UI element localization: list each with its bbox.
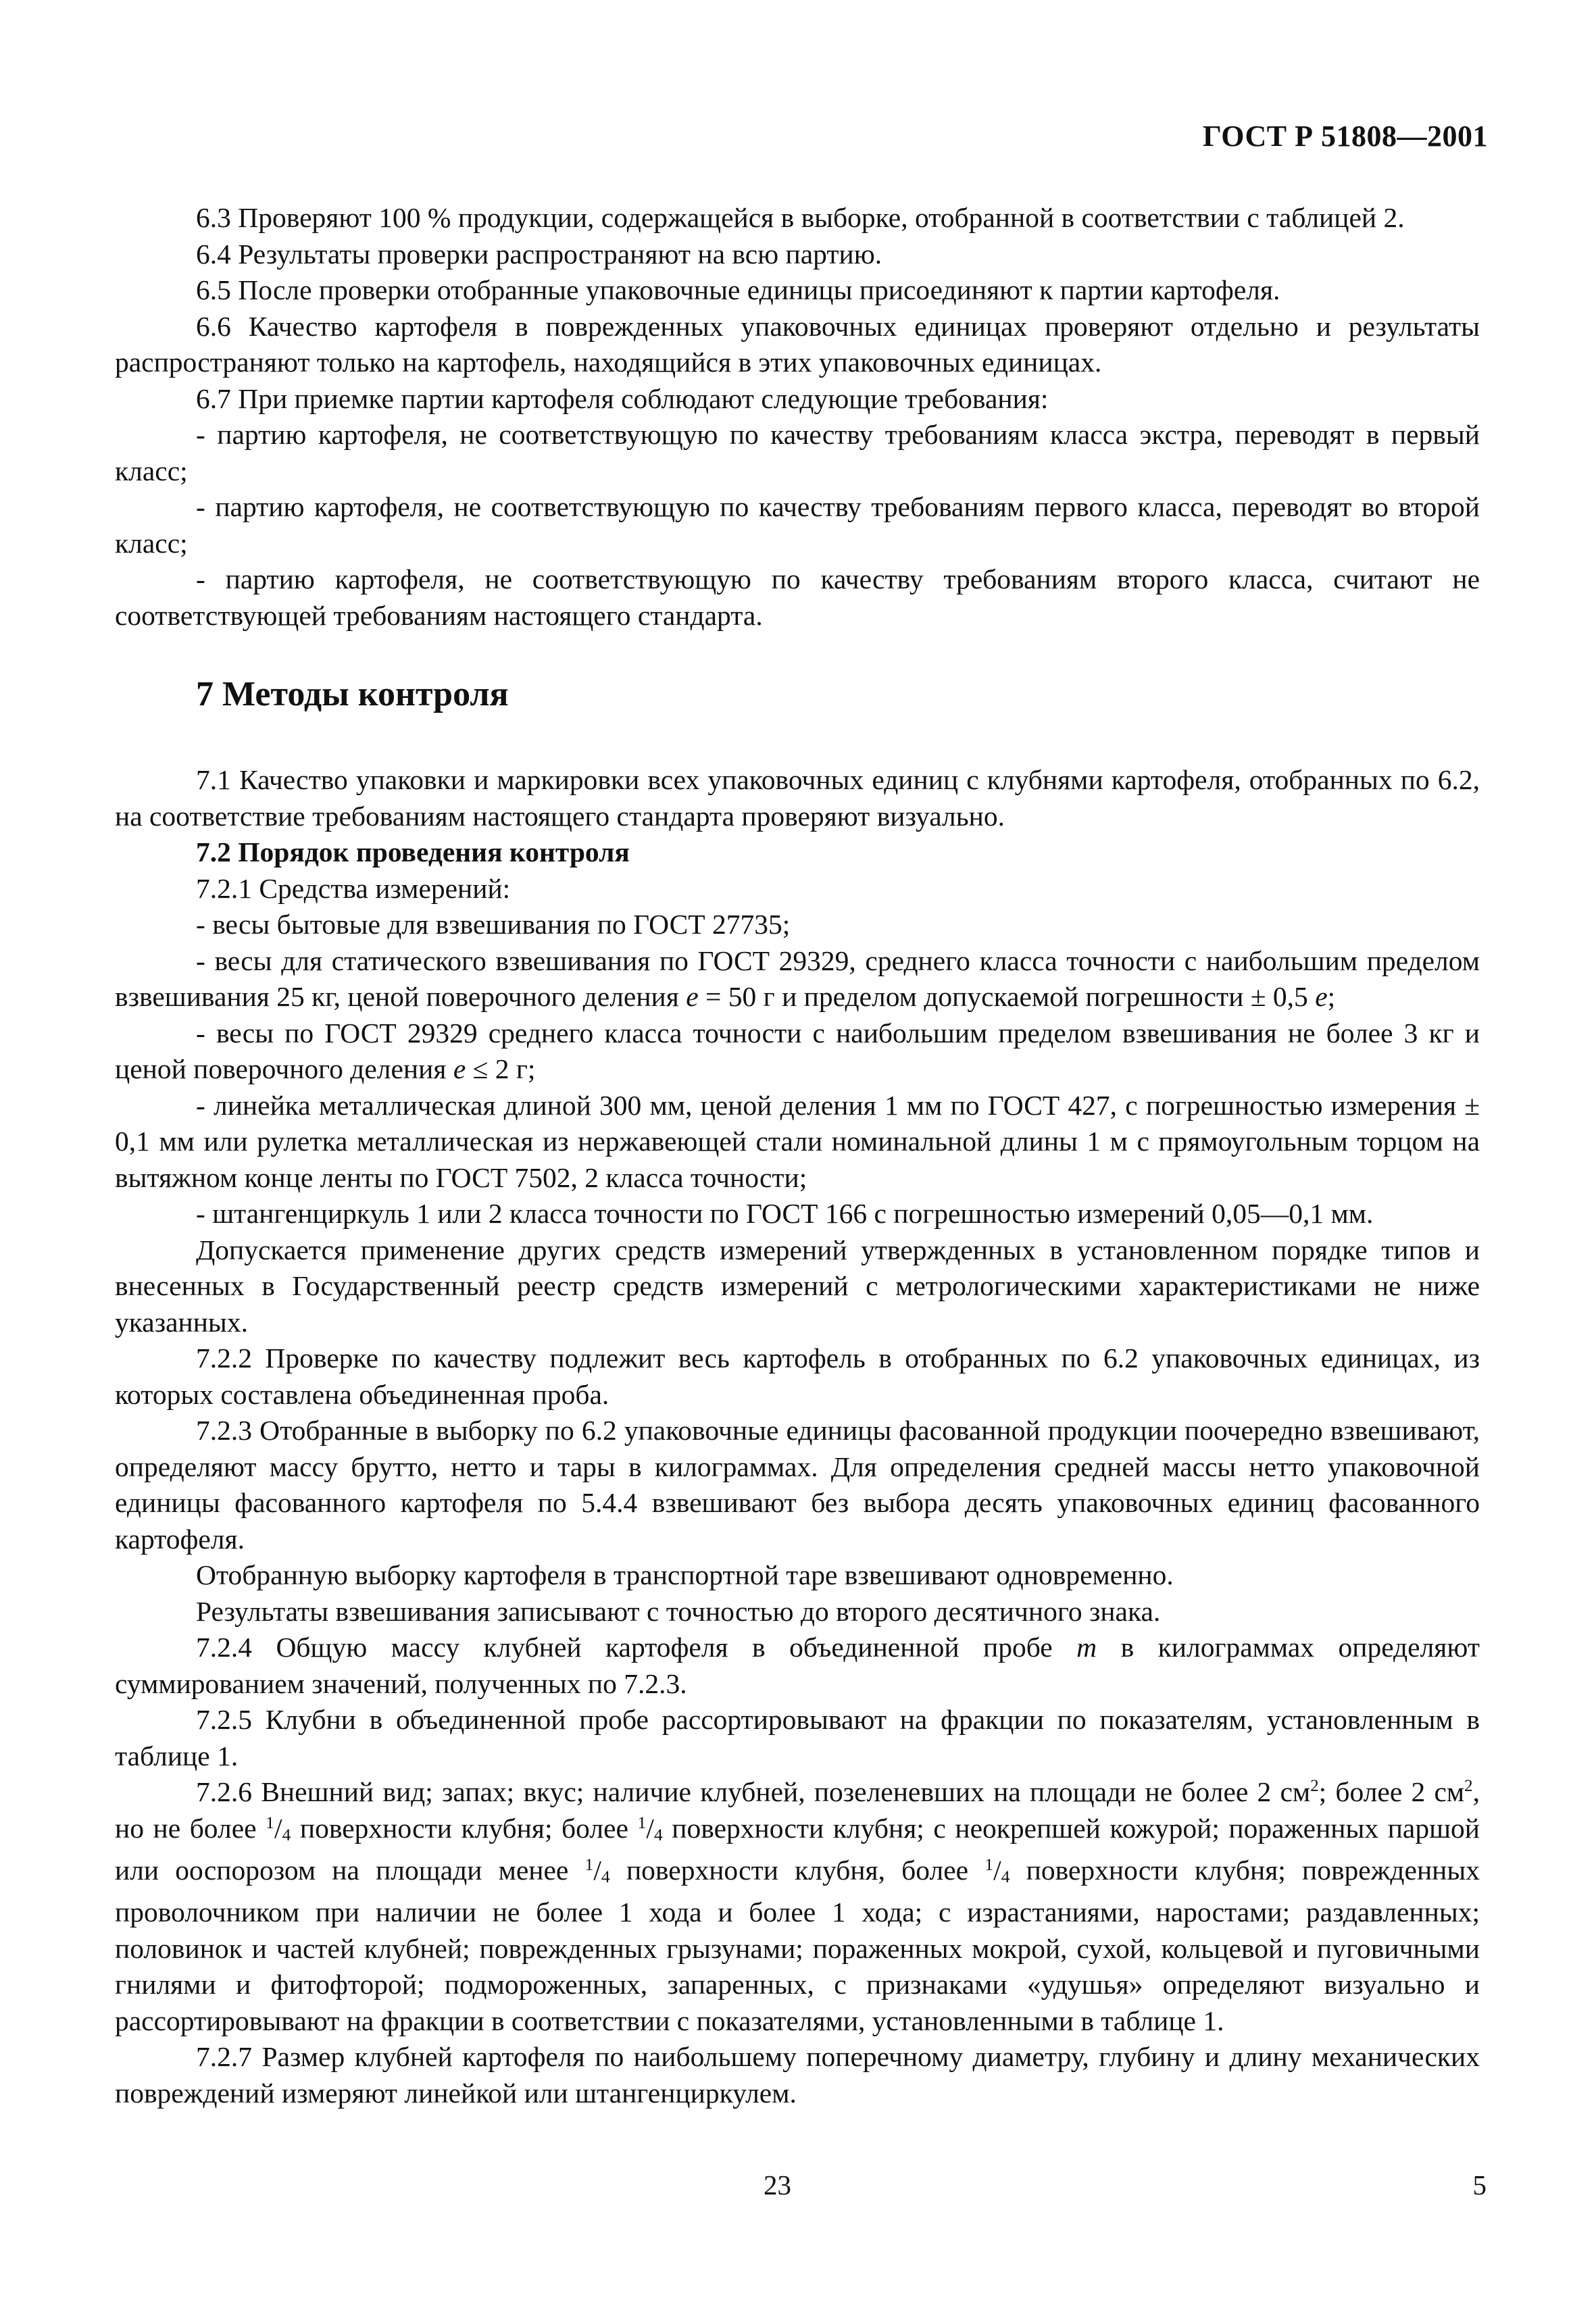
list-item: - штангенциркуль 1 или 2 класса точности по ГОСТ 166 с погрешностью измерений 0,05—0,1 мм.: [196, 1198, 1374, 1229]
fraction: $^1/_4$: [266, 1812, 291, 1844]
paragraph: [115, 1630, 1480, 1702]
symbol-m: m: [1076, 1632, 1097, 1663]
list-item: - партию картофеля, не соответствующую по качеству требованиям класса экстра, переводят в первый класс;: [115, 419, 1480, 486]
text-run: поверхности клубня, более: [609, 1854, 985, 1886]
text-run: поверхности клубня; поврежденных проволочником при наличии не более 1 хода и более 1 хода; с израстаниями, наростами; раздавленных; половинок и частей клубней; поврежденных грызунами; пораженных мокрой, сухой, кольцевой и пуговичными гнилями и фитофторой; подмороженных, запаренных, с признаками «удушья» определяют визуально и рассортировывают на фракции в соответствии с показателями, установленными в таблице 1.: [115, 1854, 1480, 2036]
text-run: - весы по ГОСТ 29329 среднего класса точности с наибольшим пределом взвешивания не более 3 кг и ценой поверочного деления: [115, 1017, 1480, 1084]
paragraph: 6.3 Проверяют 100 % продукции, содержащейся в выборке, отобранной в соответствии с таблицей 2.: [196, 202, 1405, 233]
paragraph: Результаты взвешивания записывают с точностью до второго десятичного знака.: [196, 1595, 1161, 1627]
paragraph: 7.1 Качество упаковки и маркировки всех упаковочных единиц с клубнями картофеля, отобранных по 6.2, на соответствие требованиям настоящего стандарта проверяют визуально.: [115, 764, 1480, 832]
subsection-heading: 7.2 Порядок проведения контроля: [196, 836, 630, 867]
paragraph: 6.7 При приемке партии картофеля соблюдают следующие требования:: [196, 382, 1049, 414]
text-run: ;: [1327, 981, 1336, 1012]
text-run: 7.2.4 Общую массу клубней картофеля в объединенной пробе: [196, 1632, 1077, 1663]
paragraph: 6.4 Результаты проверки распространяют на всю партию.: [196, 238, 882, 270]
list-item: [115, 1015, 1480, 1088]
text-run: 7.2.6 Внешний вид; запах; вкус; наличие клубней, позеленевших на площади не более 2 см: [196, 1776, 1311, 1807]
page-number-right: 5: [1472, 2169, 1487, 2200]
list-item: - линейка металлическая длиной 300 мм, ценой деления 1 мм по ГОСТ 427, с погрешностью измерения ± 0,1 мм или рулетка металлическая из нержавеющей стали номинальной длины 1 м с прямоугольным торцом на вытяжном конце ленты по ГОСТ 7502, 2 класса точности;: [115, 1089, 1480, 1193]
paragraph: [115, 1774, 1480, 2039]
text-run: поверхности клубня; более: [291, 1812, 638, 1844]
text-run: , но не более: [115, 1776, 1480, 1844]
superscript: 2: [1310, 1777, 1319, 1796]
symbol-e: e: [686, 981, 699, 1012]
paragraph: 6.6 Качество картофеля в поврежденных упаковочных единицах проверяют отдельно и результаты распространяют только на картофель, находящийся в этих упаковочных единицах.: [115, 310, 1480, 378]
list-item: - весы бытовые для взвешивания по ГОСТ 27735;: [196, 909, 791, 940]
paragraph: 7.2.3 Отобранные в выборку по 6.2 упаковочные единицы фасованной продукции поочередно взвешивают, определяют массу брутто, нетто и тары в килограммах. Для определения средней массы нетто упаковочной единицы фасованного картофеля по 5.4.4 взвешивают без выбора десять упаковочных единиц фасованного картофеля.: [115, 1415, 1480, 1555]
list-item: [115, 943, 1480, 1015]
text-run: поверхности клубня; с неокрепшей кожурой; пораженных паршой или ооспорозом на площади менее: [115, 1812, 1480, 1886]
document-code: ГОСТ Р 51808—2001: [1202, 120, 1488, 153]
paragraph: 7.2.7 Размер клубней картофеля по наибольшему поперечному диаметру, глубину и длину механических повреждений измеряют линейкой или штангенциркулем.: [115, 2041, 1480, 2109]
paragraph: 7.2.1 Средства измерений:: [196, 872, 511, 904]
text-run: = 50 г и пределом допускаемой погрешности ± 0,5: [698, 981, 1316, 1012]
paragraph: 6.5 После проверки отобранные упаковочные единицы присоединяют к партии картофеля.: [196, 274, 1280, 305]
document-body: [115, 200, 1480, 2111]
fraction: $^1/_4$: [984, 1854, 1010, 1886]
fraction: $^1/_4$: [584, 1854, 610, 1886]
section-title: 7 Методы контроля: [196, 675, 509, 713]
paragraph: Отобранную выборку картофеля в транспортной таре взвешивают одновременно.: [196, 1559, 1174, 1590]
text-run: - весы для статического взвешивания по ГОСТ 29329, среднего класса точности с наибольшим пределом взвешивания 25 кг, ценой поверочного деления: [115, 945, 1480, 1012]
symbol-e: e: [1315, 981, 1328, 1012]
paragraph: 7.2.2 Проверке по качеству подлежит весь картофель в отобранных по 6.2 упаковочных единицах, из которых составлена объединенная проба.: [115, 1342, 1480, 1410]
symbol-e: e: [453, 1053, 466, 1084]
fraction: $^1/_4$: [637, 1812, 663, 1844]
text-run: в килограммах определяют суммированием значений, полученных по 7.2.3.: [115, 1632, 1480, 1699]
list-item: - партию картофеля, не соответствующую по качеству требованиям второго класса, считают не соответствующей требованиям настоящего стандарта.: [115, 563, 1480, 631]
text-run: ; более 2 см: [1318, 1776, 1465, 1807]
paragraph: 7.2.5 Клубни в объединенной пробе рассортировывают на фракции по показателям, установленным в таблице 1.: [115, 1704, 1480, 1771]
paragraph: Допускается применение других средств измерений утвержденных в установленном порядке типов и внесенных в Государственный реестр средств измерений с метрологическими характеристиками не ниже указанных.: [115, 1234, 1480, 1338]
text-run: ≤ 2 г;: [466, 1053, 536, 1084]
superscript: 2: [1464, 1777, 1473, 1796]
page-number-center: 23: [764, 2169, 791, 2200]
list-item: - партию картофеля, не соответствующую по качеству требованиям первого класса, переводят во второй класс;: [115, 491, 1480, 559]
